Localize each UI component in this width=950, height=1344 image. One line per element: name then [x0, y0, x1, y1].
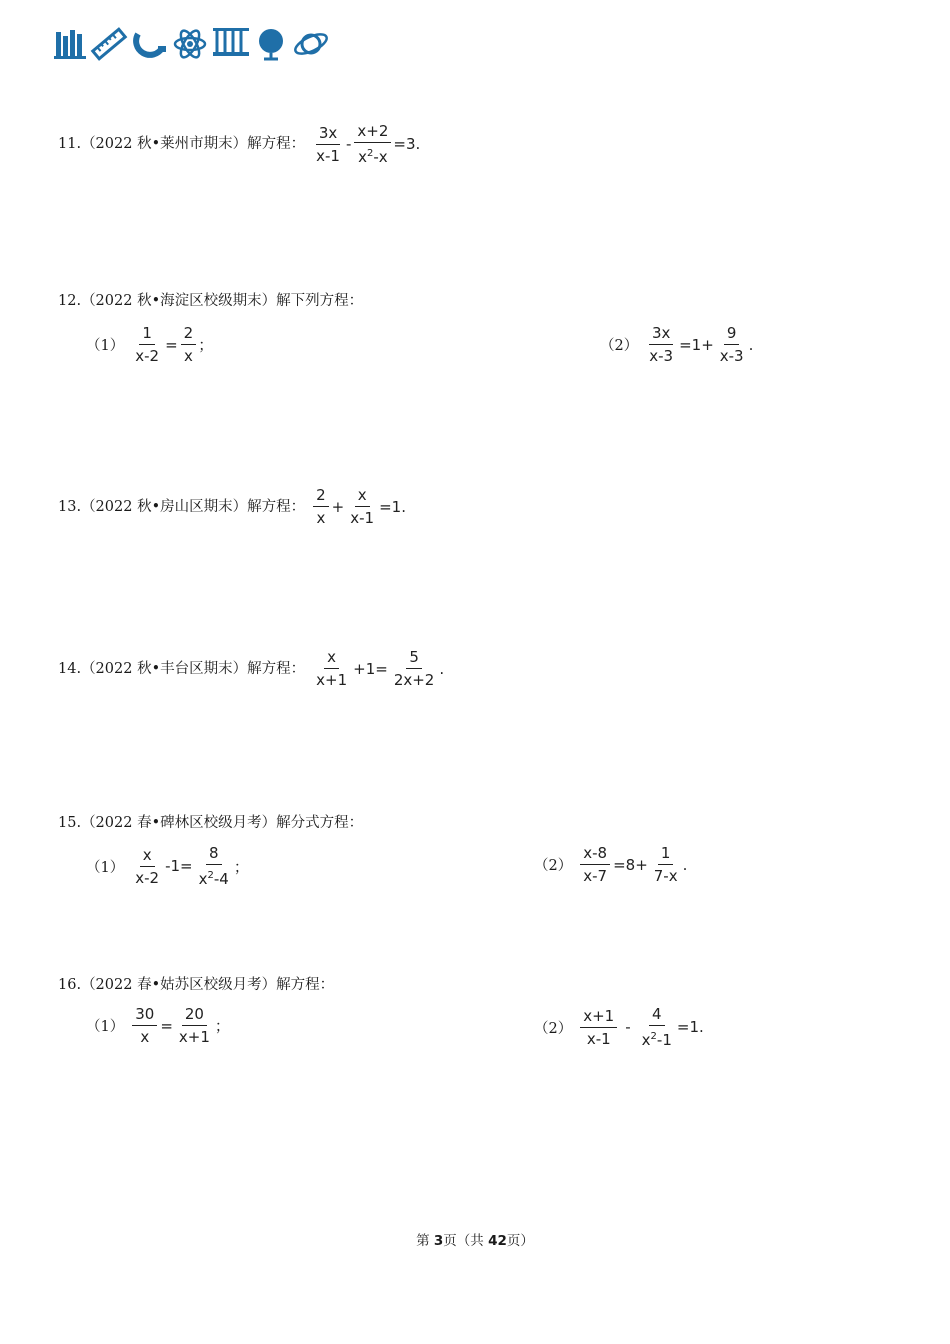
question-source: （2022 秋•海淀区校级期末）解下列方程： — [81, 293, 364, 309]
test-tubes-icon — [212, 26, 250, 60]
equation: $\frac{3x}{x-1}$ - $\frac{x+2}{x^2-x}$ =3. — [311, 122, 420, 166]
question-15-part-2: （2） $\frac{x-8}{x-7}$ =8+ $\frac{1}{7-x}$ . — [534, 844, 688, 885]
question-12 — [58, 291, 363, 311]
header-icon-strip — [54, 26, 330, 62]
question-source: （2022 春•姑苏区校级月考）解方程： — [81, 977, 335, 993]
question-number: 16. — [58, 977, 82, 993]
page-footer: 第 3页（共 42页） — [416, 1233, 534, 1249]
question-16 — [58, 975, 334, 995]
equation: $\frac{2}{x}$ + $\frac{x}{x-1}$ =1. — [311, 486, 406, 527]
page-total: 42 — [488, 1233, 507, 1249]
question-number: 11. — [58, 136, 82, 152]
question-13 — [58, 486, 406, 527]
question-number: 12. — [58, 293, 82, 309]
question-12-part-1: （1） $\frac{1}{x-2}$ = $\frac{2}{x}$ ； — [86, 324, 214, 365]
question-16-part-2: （2） $\frac{x+1}{x-1}$ - $\frac{4}{x^2-1}$ =1. — [534, 1005, 704, 1049]
atom-icon — [172, 26, 208, 62]
question-16-part-1: （1） $\frac{30}{x}$ = $\frac{20}{x+1}$ ； — [86, 1005, 230, 1046]
page-number: 3 — [433, 1233, 444, 1249]
question-number: 14. — [58, 660, 82, 677]
question-15-part-1: （1） $\frac{x}{x-2}$ -1= $\frac{8}{x^2-4}$ ； — [86, 844, 249, 888]
planet-icon — [292, 26, 330, 62]
magnet-icon — [132, 26, 168, 62]
ruler-icon — [90, 26, 128, 62]
globe-icon — [254, 26, 288, 62]
question-source: （2022 秋•房山区期末）解方程： — [81, 498, 306, 515]
equation: $\frac{x}{x+1}$ +1= $\frac{5}{2x+2}$ . — [316, 648, 445, 689]
question-12-part-2: （2） $\frac{3x}{x-3}$ =1+ $\frac{9}{x-3}$ . — [600, 324, 754, 365]
question-number: 13. — [58, 498, 82, 515]
question-15 — [58, 813, 363, 833]
question-source: （2022 秋•莱州市期末）解方程： — [81, 136, 306, 152]
books-icon — [54, 26, 86, 60]
question-11 — [58, 122, 420, 166]
question-number: 15. — [58, 815, 82, 831]
question-source: （2022 秋•丰台区期末）解方程： — [81, 660, 306, 677]
fraction: $\frac{3x}{x-1}$ — [316, 123, 340, 165]
question-source: （2022 春•碑林区校级月考）解分式方程： — [81, 815, 364, 831]
question-14 — [58, 648, 444, 689]
fraction: $\frac{x+2}{x^2-x}$ — [354, 122, 391, 166]
